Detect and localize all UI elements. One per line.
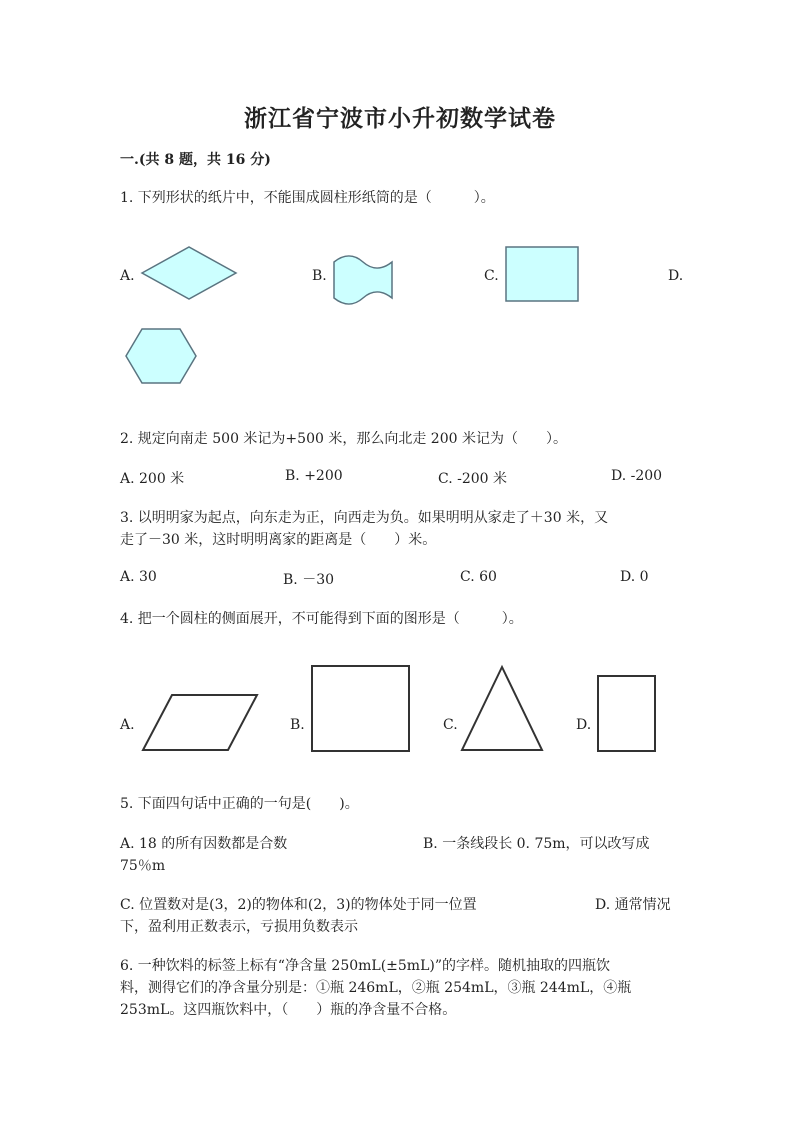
q4-option-c-label: C. <box>443 717 458 733</box>
q1-option-a-label: A. <box>120 268 135 284</box>
q5-option-a: A. 18 的所有因数都是合数 <box>120 836 288 852</box>
page-title: 浙江省宁波市小升初数学试卷 <box>244 105 556 132</box>
q2-option-a: A. 200 米 <box>120 471 185 487</box>
q1-option-c-label: C. <box>484 268 499 284</box>
q5-option-c: C. 位置数对是(3，2)的物体和(2，3)的物体处于同一位置 <box>120 897 477 913</box>
q2-option-d: D. -200 <box>611 468 663 484</box>
q2-option-c: C. -200 米 <box>438 471 508 487</box>
q3-option-a: A. 30 <box>120 569 157 585</box>
question-6-line-2: 料，测得它们的净含量分别是：①瓶 246mL，②瓶 254mL，③瓶 244mL，④瓶 <box>120 980 632 996</box>
q3-option-c: C. 60 <box>460 569 497 585</box>
q3-option-d: D. 0 <box>620 569 649 585</box>
hexagon-shape <box>124 327 198 385</box>
question-3-line-2: 走了－30 米，这时明明离家的距离是（ ）米。 <box>120 532 437 548</box>
q3-option-b: B. －30 <box>283 572 335 588</box>
rectangle-shape <box>505 246 579 302</box>
question-3-line-1: 3. 以明明家为起点，向东走为正，向西走为负。如果明明从家走了＋30 米，又 <box>120 510 609 526</box>
wavy-paper-shape <box>332 254 394 304</box>
triangle-shape <box>461 666 543 752</box>
question-5-text: 5. 下面四句话中正确的一句是( )。 <box>120 796 359 812</box>
q5-option-d: D. 通常情况 <box>595 897 671 913</box>
question-2-text: 2. 规定向南走 500 米记为+500 米，那么向北走 200 米记为（ ）。 <box>120 431 567 447</box>
square-shape <box>311 665 411 753</box>
q4-option-d-label: D. <box>576 717 592 733</box>
q2-option-b: B. +200 <box>285 468 343 484</box>
question-6-line-1: 6. 一种饮料的标签上标有“净含量 250mL(±5mL)”的字样。随机抽取的四瓶饮 <box>120 958 610 974</box>
parallelogram-shape <box>142 694 258 752</box>
tall-rectangle-shape <box>597 675 657 753</box>
q5-option-d-continued: 下，盈利用正数表示，亏损用负数表示 <box>120 919 358 935</box>
section-heading: 一.(共 8 题，共 16 分) <box>120 152 271 168</box>
rhombus-shape <box>140 245 238 301</box>
question-1-text: 1. 下列形状的纸片中，不能围成圆柱形纸筒的是（ ）。 <box>120 190 495 206</box>
q4-option-a-label: A. <box>120 717 135 733</box>
q5-option-b-continued: 75％m <box>120 858 166 874</box>
question-6-line-3: 253mL。这四瓶饮料中，（ ）瓶的净含量不合格。 <box>120 1002 457 1018</box>
q5-option-b: B. 一条线段长 0. 75m，可以改写成 <box>423 836 650 852</box>
q4-option-b-label: B. <box>290 717 305 733</box>
question-4-text: 4. 把一个圆柱的侧面展开，不可能得到下面的图形是（ ）。 <box>120 611 523 627</box>
q1-option-b-label: B. <box>312 268 327 284</box>
q1-option-d-label: D. <box>668 268 684 284</box>
